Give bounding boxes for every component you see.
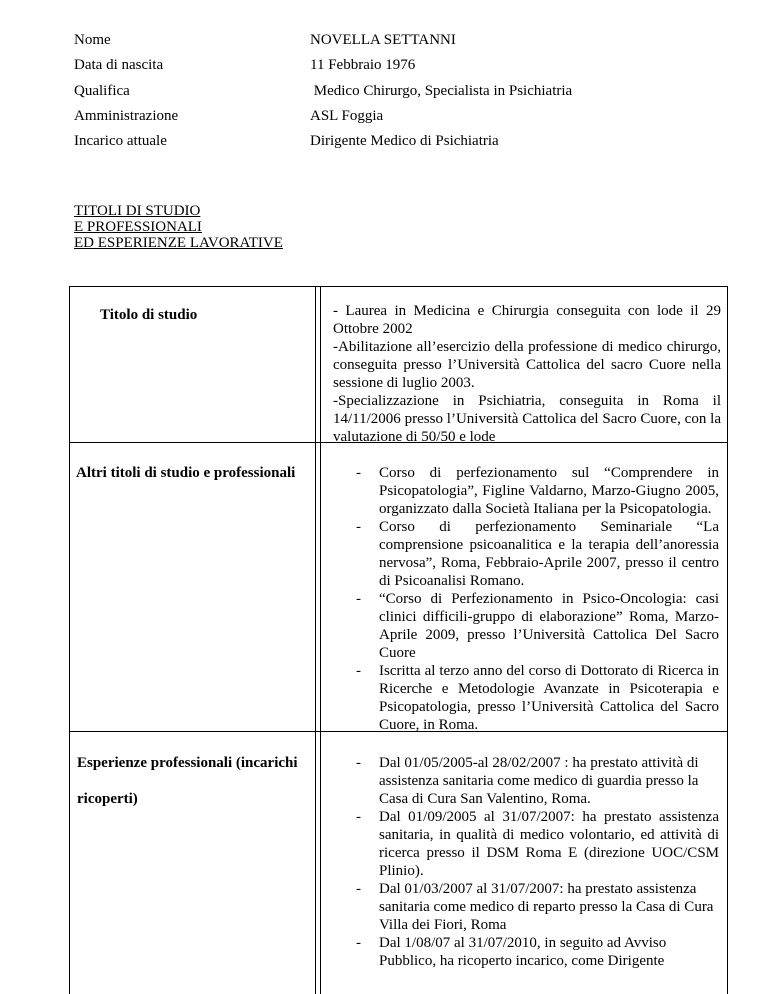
row-label-altri-titoli: Altri titoli di studio e professionali [76,465,296,481]
list-item: - Dal 1/08/07 al 31/07/2010, in seguito ad Avviso Pubblico, ha ricoperto incarico, come Dirigente [333,934,721,970]
table-border-top [69,286,728,287]
altri-titoli-list [333,464,721,734]
list-item: - Dal 01/09/2005 al 31/07/2007: ha prestato assistenza sanitaria, in qualità di medico volontario, ed attività di ricerca presso il DSM Roma E (direzione UOC/CSM Plinio). [333,808,721,880]
esperienze-content [333,754,721,970]
info-label: Data di nascita [74,57,164,73]
info-value: Dirigente Medico di Psichiatria [310,133,499,149]
table-border-left [69,286,70,994]
info-label: Qualifica [74,83,130,99]
info-label: Nome [74,32,111,48]
list-item: - Corso di perfezionamento sul “Comprendere in Psicopatologia”, Figline Valdarno, Marzo-Giugno 2005, organizzato dalla Società Italiana per la Psicopatologia. [333,464,721,518]
info-label: Incarico attuale [74,133,167,149]
degree-paragraph: -Specializzazione in Psichiatria, conseguita in Roma il 14/11/2006 presso l’Università Cattolica del Sacro Cuore, con la valutazione di 50/50 e lode [333,393,721,445]
table-divider [315,286,316,994]
list-item: - Dal 01/05/2005-al 28/02/2007 : ha prestato attività di assistenza sanitaria come medico di guardia presso la Casa di Cura San Valentino, Roma. [333,754,721,808]
altri-titoli-content [333,464,721,734]
table-divider [320,286,321,994]
row-label-esperienze: Esperienze professionali (incarichi [77,755,298,771]
degree-paragraph: -Abilitazione all’esercizio della professione di medico chirurgo, conseguita presso l’Università Cattolica del sacro Cuore nella sessione di luglio 2003. [333,339,721,391]
heading-line: ED ESPERIENZE LAVORATIVE [74,235,283,251]
info-value: Medico Chirurgo, Specialista in Psichiatria [310,83,573,99]
titles-table [69,286,728,994]
info-value: 11 Febbraio 1976 [310,57,416,73]
row-label-esperienze-cont: ricoperti) [77,791,138,807]
info-value: ASL Foggia [310,108,384,124]
list-item: - “Corso di Perfezionamento in Psico-Oncologia: casi clinici difficili-gruppo di elaborazione” Roma, Marzo-Aprile 2009, presso l’Università Cattolica Del Sacro Cuore [333,590,721,662]
table-border-right [727,286,728,994]
heading-line: TITOLI DI STUDIO [74,203,201,219]
degree-paragraph: - Laurea in Medicina e Chirurgia conseguita con lode il 29 Ottobre 2002 [333,303,721,337]
list-item: - Corso di perfezionamento Seminariale “La comprensione psicoanalitica e la terapia dell’anoressia nervosa”, Roma, Febbraio-Aprile 2007, presso il centro di Psicoanalisi Romano. [333,518,721,590]
info-value: NOVELLA SETTANNI [310,32,456,48]
titolo-studio-content [333,302,721,446]
list-item: - Iscritta al terzo anno del corso di Dottorato di Ricerca in Ricerche e Metodologie Avanzate in Psicoterapia e Psicopatologia, presso l’Università Cattolica del Sacro Cuore, in Roma. [333,662,721,734]
esperienze-list [333,754,721,970]
info-label: Amministrazione [74,108,179,124]
row-label-titolo-studio: Titolo di studio [100,307,198,323]
heading-line: E PROFESSIONALI [74,219,202,235]
section-heading [74,203,283,251]
list-item: - Dal 01/03/2007 al 31/07/2007: ha prestato assistenza sanitaria come medico di reparto presso la Casa di Cura Villa dei Fiori, Roma [333,880,721,934]
